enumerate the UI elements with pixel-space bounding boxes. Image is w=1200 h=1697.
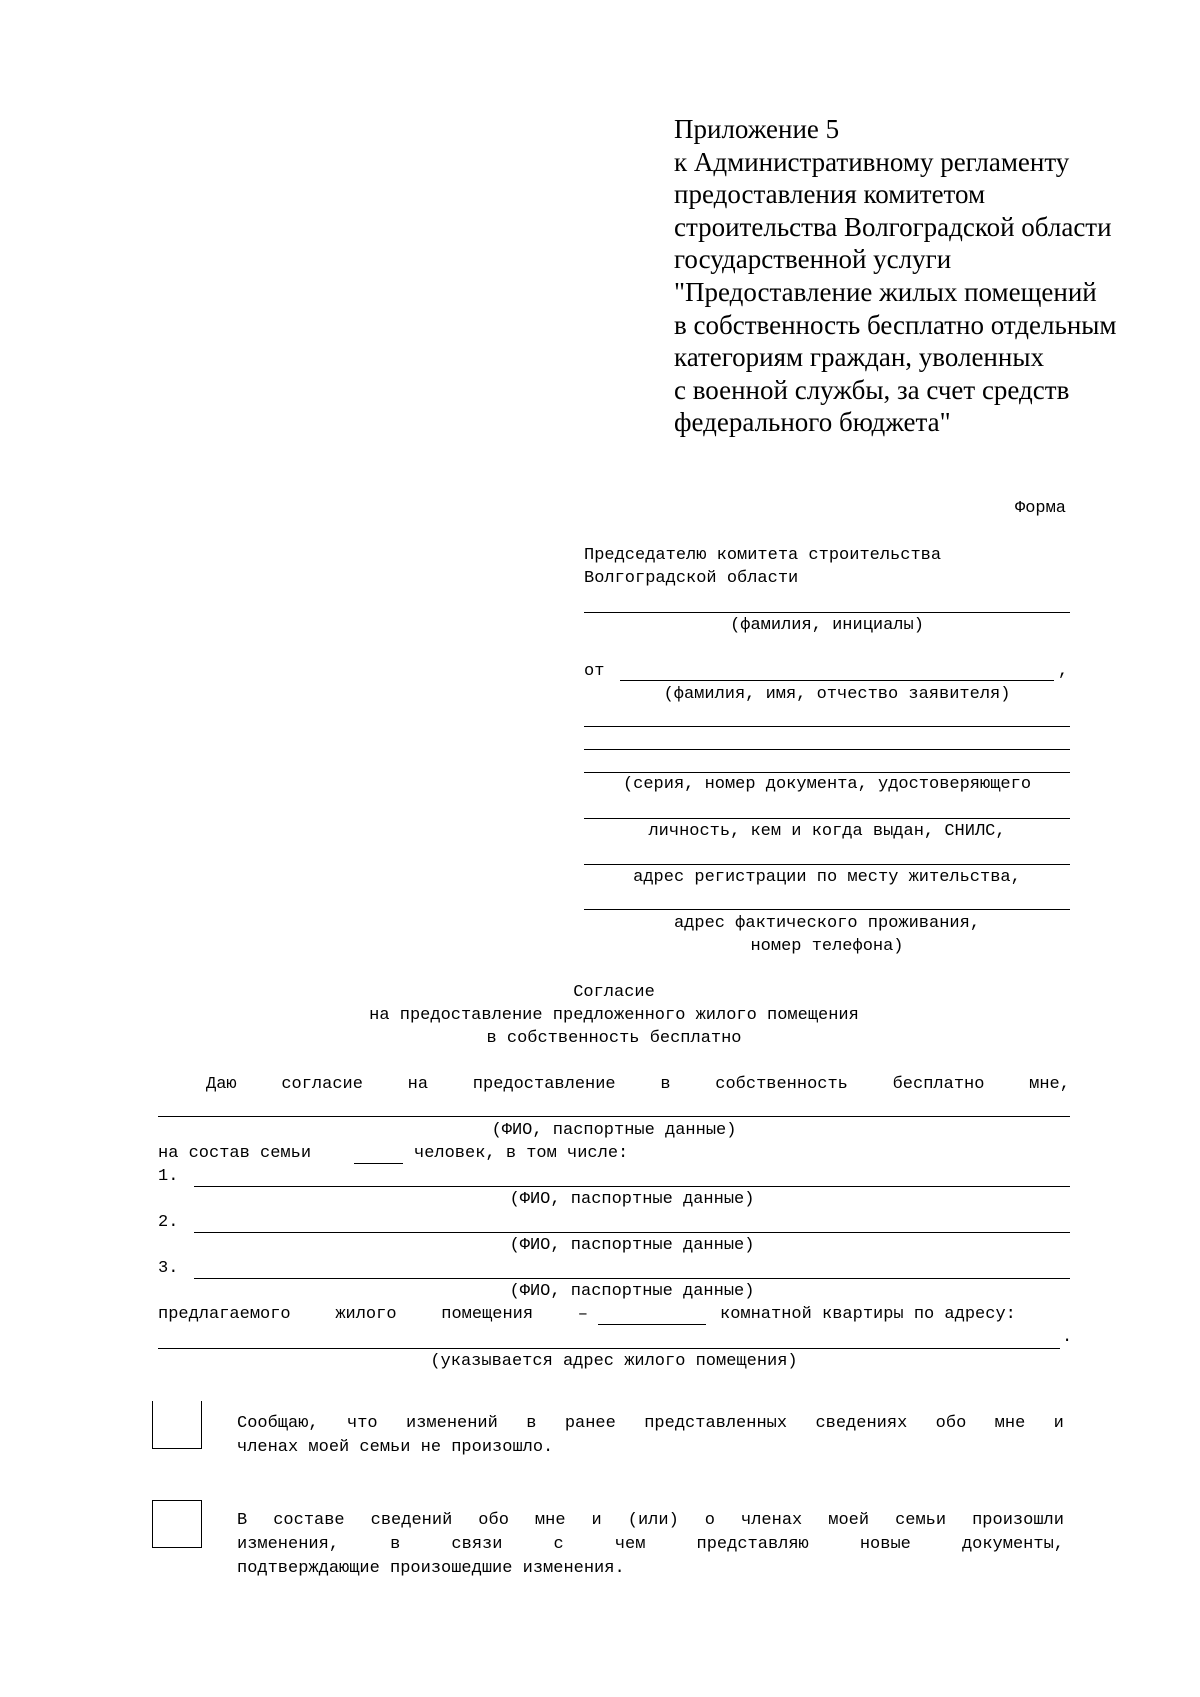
- rooms-count-blank[interactable]: [598, 1324, 706, 1325]
- premises-word: предлагаемого: [158, 1305, 291, 1324]
- consent-sentence: [206, 1073, 1070, 1096]
- member-number: 2.: [158, 1213, 179, 1232]
- word: изменений: [406, 1414, 498, 1433]
- hint-phone: номер телефона): [750, 937, 904, 956]
- addressee-line-2: Волгоградской области: [584, 569, 799, 588]
- word: в: [526, 1414, 537, 1433]
- family-suffix: человек, в том числе:: [414, 1144, 629, 1163]
- address-dot: .: [1062, 1328, 1073, 1347]
- appendix-line: категориям граждан, уволенных: [674, 342, 1044, 373]
- hint-member-1: (ФИО, паспортные данные): [509, 1190, 755, 1209]
- word: представляю: [696, 1535, 809, 1554]
- changes-occurred-text: [237, 1509, 1064, 1581]
- appendix-line: в собственность бесплатно отдельным: [674, 309, 1117, 340]
- word: семьи: [895, 1511, 947, 1530]
- chairman-name-line[interactable]: [584, 612, 1070, 613]
- word: представленных: [644, 1414, 788, 1433]
- family-prefix: на состав семьи: [158, 1144, 312, 1163]
- consent-word: Даю: [206, 1075, 237, 1094]
- document-title-line-2: на предоставление предложенного жилого помещения: [369, 1006, 859, 1025]
- consent-word: мне,: [1029, 1075, 1070, 1094]
- from-comma: ,: [1058, 662, 1069, 681]
- registration-line[interactable]: [584, 864, 1070, 865]
- checkbox-text-line: [237, 1533, 1064, 1557]
- word: составе: [273, 1511, 345, 1530]
- word: мне: [534, 1511, 566, 1530]
- premises-word: жилого: [335, 1305, 397, 1324]
- family-count-blank[interactable]: [354, 1163, 403, 1164]
- word: сведений: [370, 1511, 453, 1530]
- consent-word: согласие: [281, 1075, 363, 1094]
- consent-word: бесплатно: [892, 1075, 985, 1094]
- consent-word: предоставление: [472, 1075, 616, 1094]
- appendix-line: федерального бюджета": [674, 407, 951, 438]
- word: с: [553, 1535, 564, 1554]
- word: Сообщаю,: [237, 1414, 319, 1433]
- appendix-line: "Предоставление жилых помещений: [674, 276, 1097, 307]
- word: сведениях: [815, 1414, 908, 1433]
- hint-member-3: (ФИО, паспортные данные): [509, 1282, 755, 1301]
- premises-suffix: комнатной квартиры по адресу:: [720, 1305, 1016, 1324]
- premises-word: –: [577, 1305, 588, 1324]
- premises-prefix: [158, 1303, 588, 1326]
- hint-registration: адрес регистрации по месту жительства,: [633, 868, 1021, 887]
- word: в: [390, 1535, 401, 1554]
- consent-word: в: [660, 1075, 671, 1094]
- word: и: [591, 1511, 602, 1530]
- hint-fio-passport: (ФИО, паспортные данные): [491, 1121, 737, 1140]
- changes-occurred-checkbox[interactable]: [152, 1500, 202, 1548]
- document-title-line-3: в собственность бесплатно: [486, 1029, 742, 1048]
- checkbox-text-line: подтверждающие произошедшие изменения.: [237, 1559, 625, 1578]
- document-title: Согласие: [573, 983, 655, 1002]
- appendix-line: Приложение 5: [674, 114, 840, 144]
- hint-actual-address: адрес фактического проживания,: [673, 914, 981, 933]
- member-2-line[interactable]: [194, 1232, 1070, 1233]
- checkbox-text-line: [237, 1412, 1064, 1436]
- hint-surname-initials: (фамилия, инициалы): [730, 616, 924, 635]
- word: ранее: [564, 1414, 616, 1433]
- hint-document: (серия, номер документа, удостоверяющего: [622, 775, 1032, 794]
- actual-address-line[interactable]: [584, 909, 1070, 910]
- word: что: [347, 1414, 378, 1433]
- word: мне: [994, 1414, 1026, 1433]
- appendix-line: государственной услуги: [674, 244, 952, 275]
- word: членах: [741, 1511, 803, 1530]
- checkbox-text-line: членах моей семьи не произошло.: [237, 1438, 554, 1457]
- word: документы,: [961, 1535, 1064, 1554]
- word: В: [237, 1511, 248, 1530]
- member-number: 3.: [158, 1259, 179, 1278]
- appendix-line: предоставления комитетом: [674, 179, 986, 210]
- word: и: [1053, 1414, 1064, 1433]
- word: произошли: [972, 1511, 1064, 1530]
- applicant-extra-line[interactable]: [584, 726, 1070, 727]
- no-changes-text: [237, 1412, 1064, 1460]
- member-3-line[interactable]: [194, 1278, 1070, 1279]
- consent-word: собственность: [715, 1075, 848, 1094]
- word: (или): [627, 1511, 679, 1530]
- word: связи: [451, 1535, 503, 1554]
- premises-word: помещения: [441, 1305, 534, 1324]
- consent-word: на: [407, 1075, 429, 1094]
- member-number: 1.: [158, 1167, 179, 1186]
- word: о: [704, 1511, 715, 1530]
- word: моей: [828, 1511, 870, 1530]
- no-changes-checkbox[interactable]: [152, 1401, 202, 1449]
- word: изменения,: [237, 1535, 340, 1554]
- applicant-fio-line[interactable]: [158, 1116, 1070, 1117]
- form-label: Форма: [1015, 499, 1067, 518]
- word: чем: [614, 1535, 646, 1554]
- word: обо: [935, 1414, 967, 1433]
- hint-applicant-fio: (фамилия, имя, отчество заявителя): [663, 685, 1011, 704]
- hint-identity: личность, кем и когда выдан, СНИЛС,: [648, 822, 1006, 841]
- appendix-line: строительства Волгоградской области: [674, 211, 1112, 242]
- applicant-name-line[interactable]: [620, 680, 1054, 681]
- address-line[interactable]: [158, 1348, 1060, 1349]
- applicant-extra-line[interactable]: [584, 749, 1070, 750]
- addressee-line-1: Председателю комитета строительства: [584, 546, 942, 565]
- word: новые: [859, 1535, 911, 1554]
- word: обо: [478, 1511, 509, 1530]
- appendix-heading: [674, 113, 1154, 439]
- appendix-line: к Административному регламенту: [674, 146, 1070, 177]
- member-1-line[interactable]: [194, 1186, 1070, 1187]
- identity-line[interactable]: [584, 818, 1070, 819]
- from-prefix: от: [584, 662, 605, 681]
- hint-member-2: (ФИО, паспортные данные): [509, 1236, 755, 1255]
- hint-address: (указывается адрес жилого помещения): [430, 1352, 798, 1371]
- appendix-line: с военной службы, за счет средств: [674, 374, 1070, 405]
- checkbox-text-line: [237, 1509, 1064, 1533]
